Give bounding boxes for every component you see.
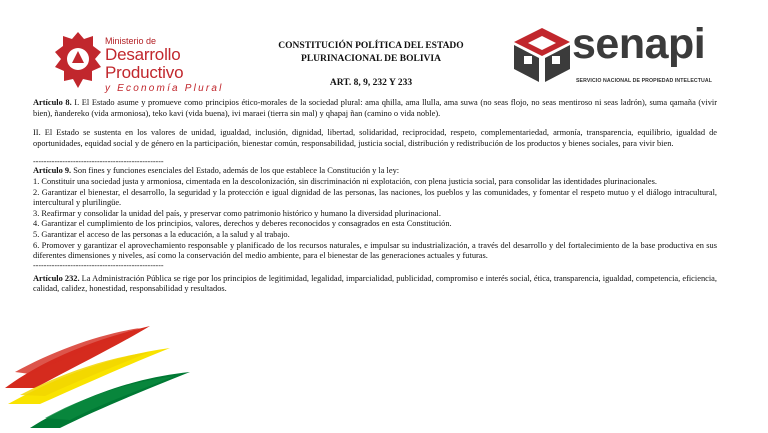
article-8-text-1: I. El Estado asume y promueve como principios ético-morales de la sociedad plural: ama qhilla, ama llulla, ama suwa (no seas flojo, no seas mentiroso ni seas ladrón), suma qamaña (vivir bien), ñandereko (vida armoniosa), teko kavi (vida buena), ivi maraei (tierra sin mal) y qhapaj ñan (camino o vida noble).: [33, 98, 717, 118]
article-9-item-2: 2. Garantizar el bienestar, el desarrollo, la seguridad y la protección e igual dignidad de las personas, las naciones, los pueblos y las comunidades, y fomentar el respeto mutuo y el diálogo intracultural, intercultural y plurilingüe.: [33, 187, 717, 208]
senapi-logo: [512, 20, 732, 88]
document-title: [262, 40, 480, 66]
ministry-gear-icon: [55, 30, 101, 90]
articles-reference: ART. 8, 9, 232 Y 233: [329, 78, 413, 88]
title-line2: PLURINACIONAL DE BOLIVIA: [301, 54, 441, 64]
article-9-item-5: 5. Garantizar el acceso de las personas a la educación, a la salud y al trabajo.: [33, 229, 290, 239]
senapi-cube-icon: [512, 26, 572, 84]
article-9-item-6: 6. Promover y garantizar el aprovechamiento responsable y planificado de los recursos naturales, e impulsar su industrialización, a través del desarrollo y del fortalecimiento de la base productiva en sus diferentes dimensiones y niveles, así como la conservación del medio ambiente, para el bienestar de las generaciones actuales y futuras.: [33, 240, 717, 261]
article-9-intro: [33, 166, 717, 177]
article-9-label: Artículo 9.: [33, 166, 72, 176]
article-8-paragraph-2: II. El Estado se sustenta en los valores de unidad, igualdad, inclusión, dignidad, libertad, solidaridad, reciprocidad, respeto, complementariedad, armonía, transparencia, equilibrio, igualdad de oportunidades, equidad social y de género en la participación, bienestar común, responsabilidad, justicia social, distribución y redistribución de los productos y bienes sociales, para vivir bien.: [33, 128, 717, 148]
title-line1: CONSTITUCIÓN POLÍTICA DEL ESTADO: [278, 41, 464, 51]
article-232-text: La Administración Pública se rige por los principios de legitimidad, legalidad, imparcialidad, publicidad, compromiso e interés social, ética, transparencia, igualdad, competencia, eficiencia, calidad, calidez, honestidad, responsabilidad y resultados.: [33, 273, 717, 294]
ministry-line1: Ministerio de: [105, 36, 157, 46]
document-body: [33, 98, 717, 295]
article-9-item-3: 3. Reafirmar y consolidar la unidad del país, y preservar como patrimonio histórico y humano la diversidad plurinacional.: [33, 208, 441, 218]
article-8-paragraph-1: [33, 98, 717, 119]
ministry-logo: [55, 30, 255, 92]
article-9-item-1: 1. Constituir una sociedad justa y armoniosa, cimentada en la descolonización, sin discriminación ni explotación, con plena justicia social, para consolidar las identidades plurinacionales.: [33, 176, 657, 186]
senapi-wordmark: senapi: [572, 20, 706, 68]
document-header: [0, 0, 768, 95]
senapi-subtitle: SERVICIO NACIONAL DE PROPIEDAD INTELECTUAL: [576, 78, 713, 84]
article-8-label: Artículo 8.: [33, 98, 72, 107]
article-232-paragraph: [33, 274, 717, 295]
separator: -------------------------------------------------: [33, 157, 164, 167]
ministry-line3: y Economía Plural: [105, 83, 224, 94]
ministry-name: [105, 36, 255, 95]
ministry-line2: Desarrollo Productivo: [105, 45, 184, 82]
bolivia-flag-swoosh: [0, 300, 220, 433]
article-9-intro-text: Son fines y funciones esenciales del Estado, además de los que establece la Constitución y la ley:: [71, 166, 400, 176]
separator: -------------------------------------------------: [33, 260, 164, 270]
article-232-label: Artículo 232.: [33, 273, 80, 283]
article-9-item-4: 4. Garantizar el cumplimiento de los principios, valores, derechos y deberes reconocidos y consagrados en esta Constitución.: [33, 219, 452, 229]
